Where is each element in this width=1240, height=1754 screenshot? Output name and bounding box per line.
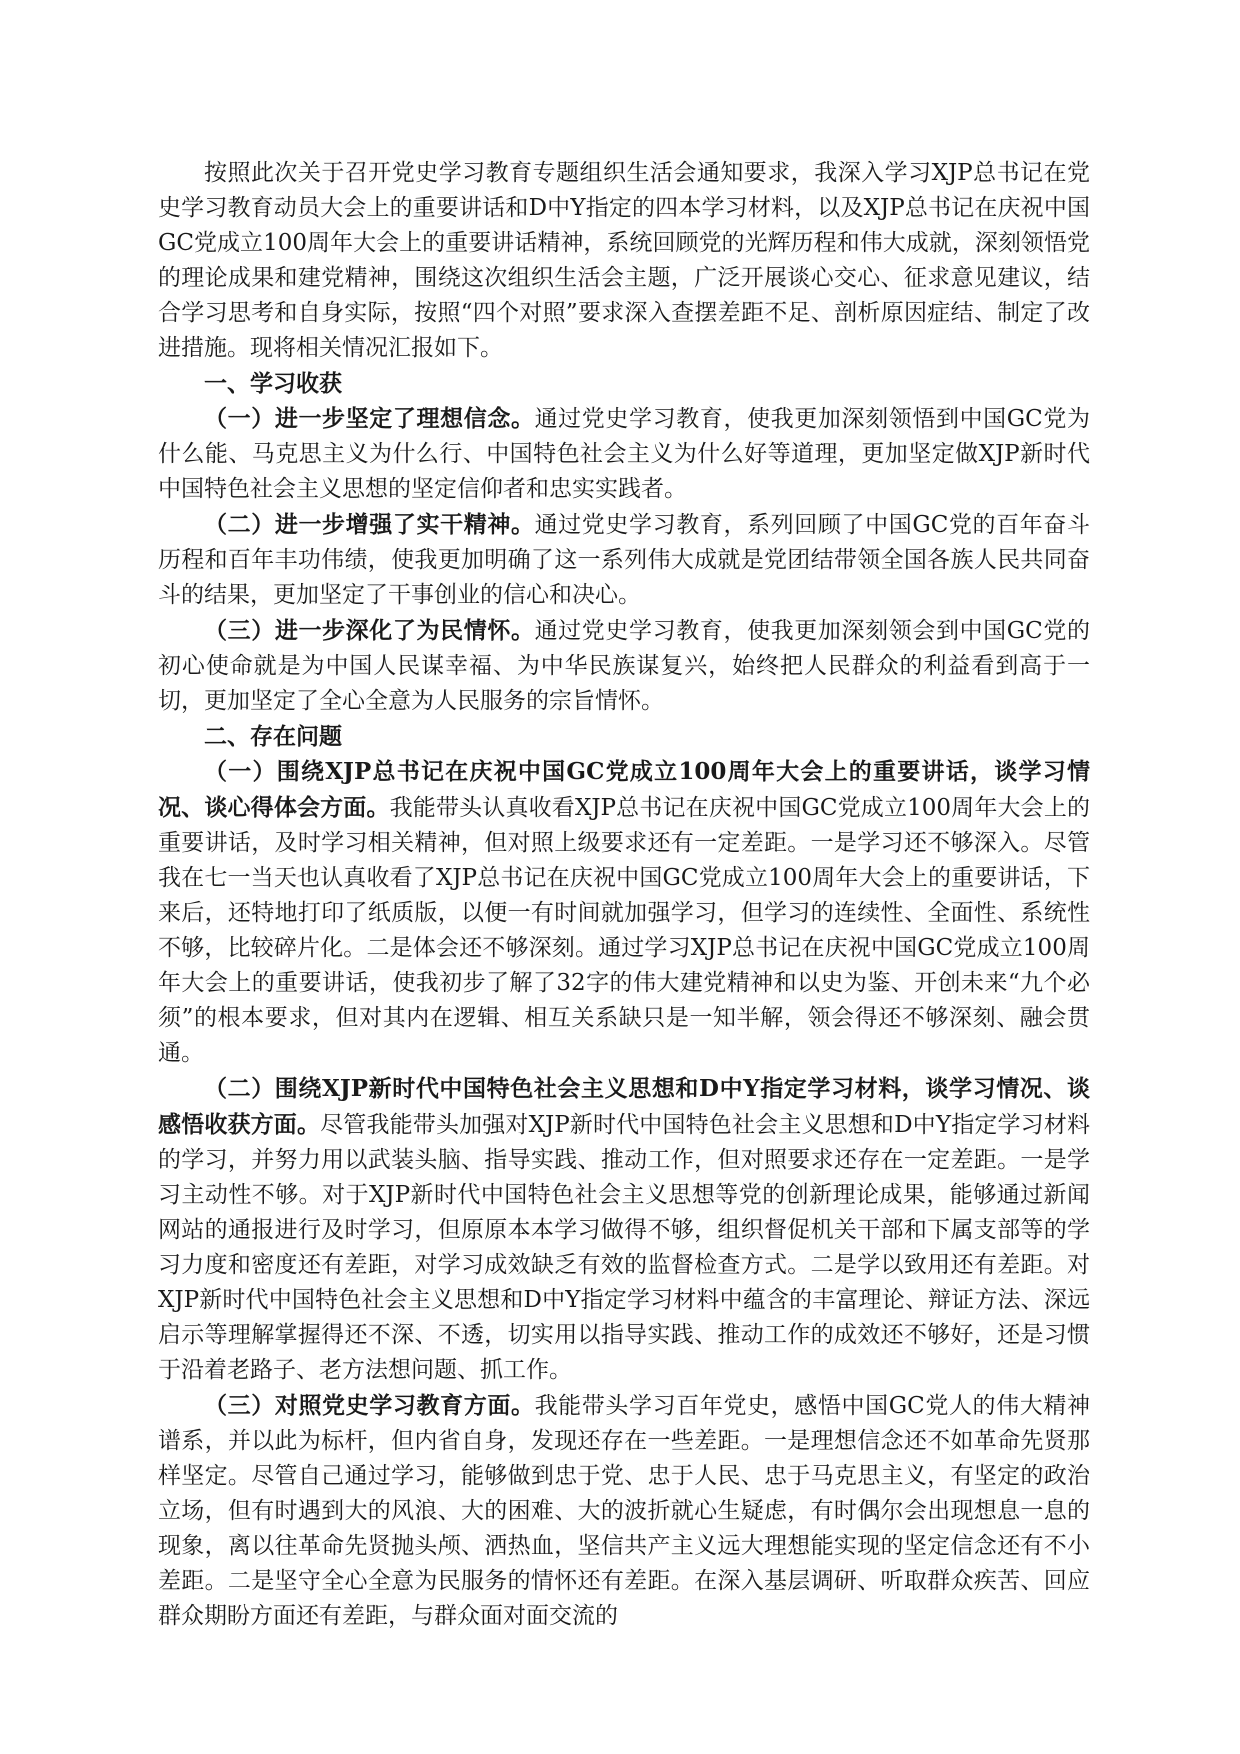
problem-body-3: 我能带头学习百年党史，感悟中国GC党人的伟大精神谱系，并以此为标杆，但内省自身，发现还存在一些差距。一是理想信念还不如革命先贤那样坚定。尽管自己通过学习，能够做到忠于党、忠于人民、忠于马克思主义，有坚定的政治立场，但有时遇到大的风浪、大的困难、大的波折就心生疑虑，有时偶尔会出现想息一息的现象，离以往革命先贤抛头颅、洒热血，坚信共产主义远大理想能实现的坚定信念还有不小差距。二是坚守全心全意为民服务的情怀还有差距。在深入基层调研、听取群众疾苦、回应群众期盼方面还有差距，与群众面对面交流的 bbox=[158, 1393, 1090, 1629]
problem-paragraph-1 bbox=[158, 754, 1090, 1071]
gain-body-2: 通过党史学习教育，系列回顾了中国GC党的百年奋斗历程和百年丰功伟绩，使我更加明确了这一系列伟大成就是党团结带领全国各族人民共同奋斗的结果，更加坚定了干事创业的信心和决心。 bbox=[158, 512, 1090, 608]
section-heading-existing-problems: 二、存在问题 bbox=[204, 723, 342, 750]
gain-lead-3: （三）进一步深化了为民情怀。 bbox=[204, 617, 535, 644]
intro-paragraph: 按照此次关于召开党史学习教育专题组织生活会通知要求，我深入学习XJP总书记在党史学习教育动员大会上的重要讲话和D中Y指定的四本学习材料，以及XJP总书记在庆祝中国GC党成立100周年大会上的重要讲话精神，系统回顾党的光辉历程和伟大成就，深刻领悟党的理论成果和建党精神，围绕这次组织生活会主题，广泛开展谈心交心、征求意见建议，结合学习思考和自身实际，按照“四个对照”要求深入查摆差距不足、剖析原因症结、制定了改进措施。现将相关情况汇报如下。 bbox=[158, 160, 1090, 361]
problem-paragraph-2 bbox=[158, 1071, 1090, 1388]
gain-body-1: 通过党史学习教育，使我更加深刻领悟到中国GC党为什么能、马克思主义为什么行、中国特色社会主义为什么好等道理，更加坚定做XJP新时代中国特色社会主义思想的坚定信仰者和忠实实践者。 bbox=[158, 406, 1090, 502]
problem-body-1: 我能带头认真收看XJP总书记在庆祝中国GC党成立100周年大会上的重要讲话，及时学习相关精神，但对照上级要求还有一定差距。一是学习还不够深入。尽管我在七一当天也认真收看了XJP总书记在庆祝中国GC党成立100周年大会上的重要讲话，下来后，还特地打印了纸质版，以便一有时间就加强学习，但学习的连续性、全面性、系统性不够，比较碎片化。二是体会还不够深刻。通过学习XJP总书记在庆祝中国GC党成立100周年大会上的重要讲话，使我初步了解了32字的伟大建党精神和以史为鉴、开创未来“九个必须”的根本要求，但对其内在逻辑、相互关系缺只是一知半解，领会得还不够深刻、融会贯通。 bbox=[158, 795, 1090, 1066]
gain-body-3: 通过党史学习教育，使我更加深刻领会到中国GC党的初心使命就是为中国人民谋幸福、为中华民族谋复兴，始终把人民群众的利益看到高于一切，更加坚定了全心全意为人民服务的宗旨情怀。 bbox=[158, 618, 1090, 714]
problem-lead-3: （三）对照党史学习教育方面。 bbox=[204, 1392, 535, 1419]
section-heading-learning-gains: 一、学习收获 bbox=[204, 370, 342, 397]
gain-lead-1: （一）进一步坚定了理想信念。 bbox=[204, 405, 535, 432]
problem-lead-1: （一）围绕XJP总书记在庆祝中国GC党成立100周年大会上的重要讲话，谈学习情况、谈心得体会方面。 bbox=[158, 758, 1090, 821]
gain-paragraph-2 bbox=[158, 507, 1090, 613]
problem-lead-2: （二）围绕XJP新时代中国特色社会主义思想和D中Y指定学习材料，谈学习情况、谈感悟收获方面。 bbox=[158, 1075, 1090, 1138]
problem-paragraph-3 bbox=[158, 1388, 1090, 1634]
gain-paragraph-3 bbox=[158, 613, 1090, 719]
problem-body-2: 尽管我能带头加强对XJP新时代中国特色社会主义思想和D中Y指定学习材料的学习，并努力用以武装头脑、指导实践、推动工作，但对照要求还存在一定差距。一是学习主动性不够。对于XJP新时代中国特色社会主义思想等党的创新理论成果，能够通过新闻网站的通报进行及时学习，但原原本本学习做得不够，组织督促机关干部和下属支部等的学习力度和密度还有差距，对学习成效缺乏有效的监督检查方式。二是学以致用还有差距。对XJP新时代中国特色社会主义思想和D中Y指定学习材料中蕴含的丰富理论、辩证方法、深远启示等理解掌握得还不深、不透，切实用以指导实践、推动工作的成效还不够好，还是习惯于沿着老路子、老方法想问题、抓工作。 bbox=[158, 1112, 1091, 1383]
gain-paragraph-1 bbox=[158, 401, 1090, 507]
gain-lead-2: （二）进一步增强了实干精神。 bbox=[204, 511, 535, 538]
document-page bbox=[158, 156, 1090, 1634]
